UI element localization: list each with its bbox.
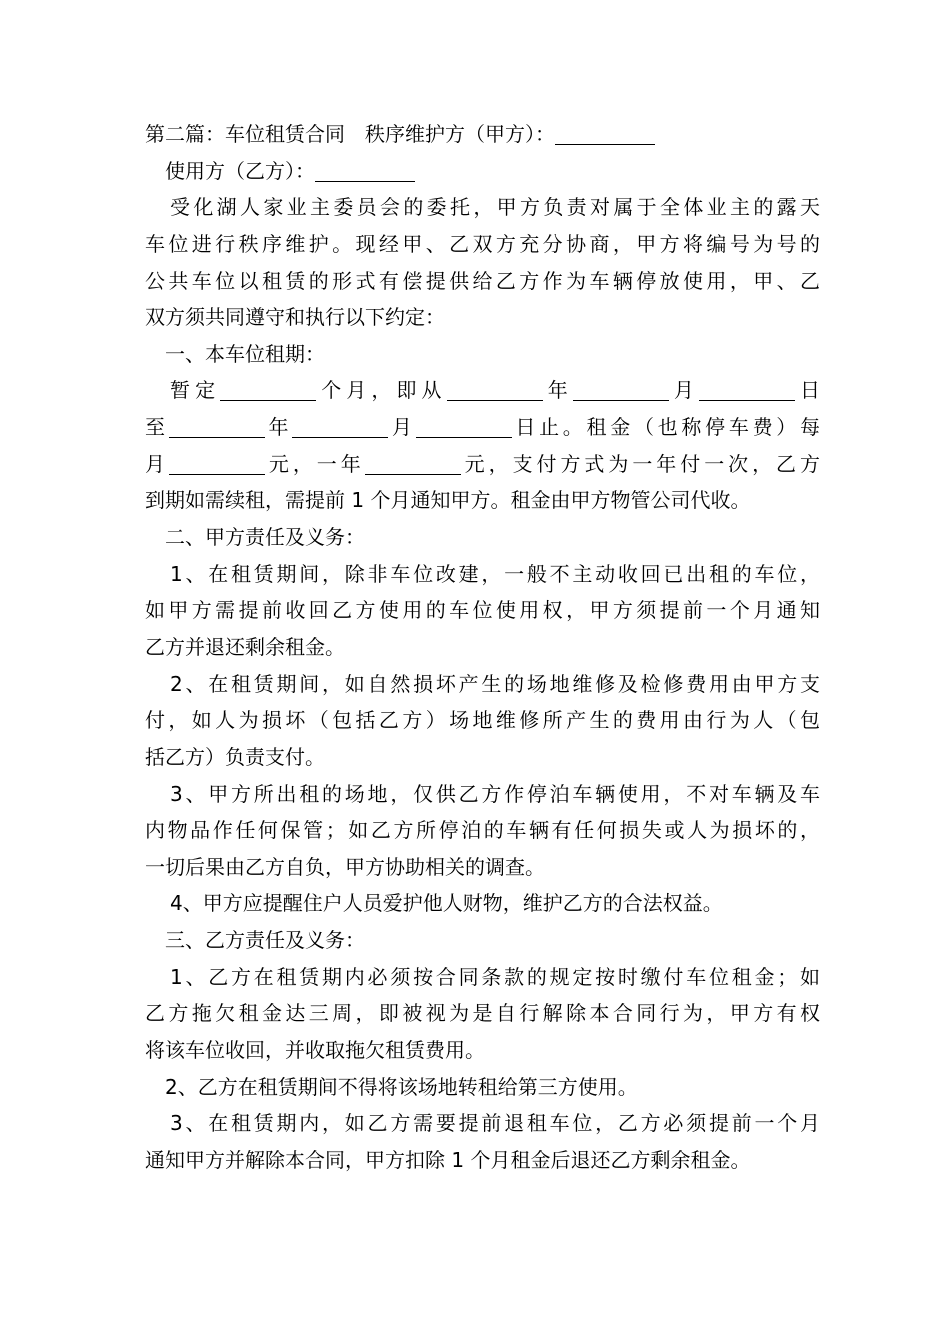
title-line bbox=[145, 116, 820, 153]
section-heading: 二、甲方责任及义务： bbox=[165, 525, 365, 550]
party-a-blank bbox=[555, 122, 655, 145]
intro-line: 受化湖人家业主委员会的委托，甲方负责对属于全体业主的露天 bbox=[170, 195, 820, 220]
clause-line: 1、乙方在租赁期内必须按合同条款的规定按时缴付车位租金；如 bbox=[170, 964, 820, 989]
start-month-blank bbox=[573, 378, 669, 401]
intro-line: 车位进行秩序维护。现经甲、乙双方充分协商，甲方将编号为号的 bbox=[145, 231, 820, 256]
contract-page bbox=[145, 116, 820, 1179]
clause-line: 4、甲方应提醒住户人员爱护他人财物，维护乙方的合法权益。 bbox=[170, 891, 723, 916]
section-heading: 一、本车位租期： bbox=[165, 341, 325, 366]
clause-line: 3、在租赁期内，如乙方需要提前退租车位，乙方必须提前一个月 bbox=[170, 1111, 820, 1136]
term-line bbox=[145, 446, 820, 483]
party-b-blank bbox=[315, 159, 415, 182]
start-day-blank bbox=[699, 378, 795, 401]
term-text: 年 bbox=[542, 378, 573, 403]
clause-line: 内物品作任何保管；如乙方所停泊的车辆有任何损失或人为损坏的， bbox=[145, 818, 820, 843]
term-text: 月 bbox=[145, 451, 169, 476]
clause-line: 将该车位收回，并收取拖欠租赁费用。 bbox=[145, 1038, 485, 1063]
term-text: 日 bbox=[794, 378, 821, 403]
clause-line: 乙方拖欠租金达三周，即被视为是自行解除本合同行为，甲方有权 bbox=[145, 1001, 820, 1026]
term-text: 月 bbox=[388, 415, 416, 440]
clause-line: 通知甲方并解除本合同，甲方扣除 1 个月租金后退还乙方剩余租金。 bbox=[145, 1147, 751, 1172]
end-month-blank bbox=[292, 415, 388, 438]
clause-line: 如甲方需提前收回乙方使用的车位使用权，甲方须提前一个月通知 bbox=[145, 598, 820, 623]
term-text: 日止。租金（也称停车费）每 bbox=[511, 415, 821, 440]
clause-line: 2、在租赁期间，如自然损坏产生的场地维修及检修费用由甲方支 bbox=[170, 671, 820, 696]
title-text: 第二篇：车位租赁合同 秩序维护方（甲方）： bbox=[145, 122, 555, 146]
clause-line: 2、乙方在租赁期间不得将该场地转租给第三方使用。 bbox=[165, 1074, 638, 1099]
term-text: 月 bbox=[668, 378, 699, 403]
term-line bbox=[145, 372, 820, 409]
yearly-rent-blank bbox=[365, 452, 461, 475]
end-day-blank bbox=[416, 415, 512, 438]
clause-line: 乙方并退还剩余租金。 bbox=[145, 634, 345, 659]
months-blank bbox=[220, 378, 316, 401]
term-text: 暂定 bbox=[170, 378, 221, 403]
term-text: 元，支付方式为一年付一次，乙方 bbox=[460, 451, 821, 476]
intro-line: 双方须共同遵守和执行以下约定： bbox=[145, 305, 445, 330]
party-b-line bbox=[145, 153, 820, 190]
term-line bbox=[145, 409, 820, 446]
term-text: 年 bbox=[264, 415, 293, 440]
clause-line: 3、甲方所出租的场地，仅供乙方作停泊车辆使用，不对车辆及车 bbox=[170, 781, 820, 806]
end-year-blank bbox=[169, 415, 265, 438]
clause-line: 1、在租赁期间，除非车位改建，一般不主动收回已出租的车位， bbox=[170, 561, 820, 586]
clause-line: 一切后果由乙方自负，甲方协助相关的调查。 bbox=[145, 854, 545, 879]
clause-line: 括乙方）负责支付。 bbox=[145, 744, 325, 769]
term-text: 至 bbox=[145, 415, 169, 440]
clause-line: 付，如人为损坏（包括乙方）场地维修所产生的费用由行为人（包 bbox=[145, 708, 820, 733]
intro-line: 公共车位以租赁的形式有偿提供给乙方作为车辆停放使用，甲、乙 bbox=[145, 268, 820, 293]
start-year-blank bbox=[447, 378, 543, 401]
party-b-text: 使用方（乙方）： bbox=[165, 158, 315, 183]
term-text: 个月，即从 bbox=[316, 378, 447, 403]
section-heading: 三、乙方责任及义务： bbox=[165, 928, 365, 953]
term-text: 元，一年 bbox=[264, 451, 365, 476]
monthly-rent-blank bbox=[169, 452, 265, 475]
term-line: 到期如需续租，需提前 1 个月通知甲方。租金由甲方物管公司代收。 bbox=[145, 488, 751, 513]
